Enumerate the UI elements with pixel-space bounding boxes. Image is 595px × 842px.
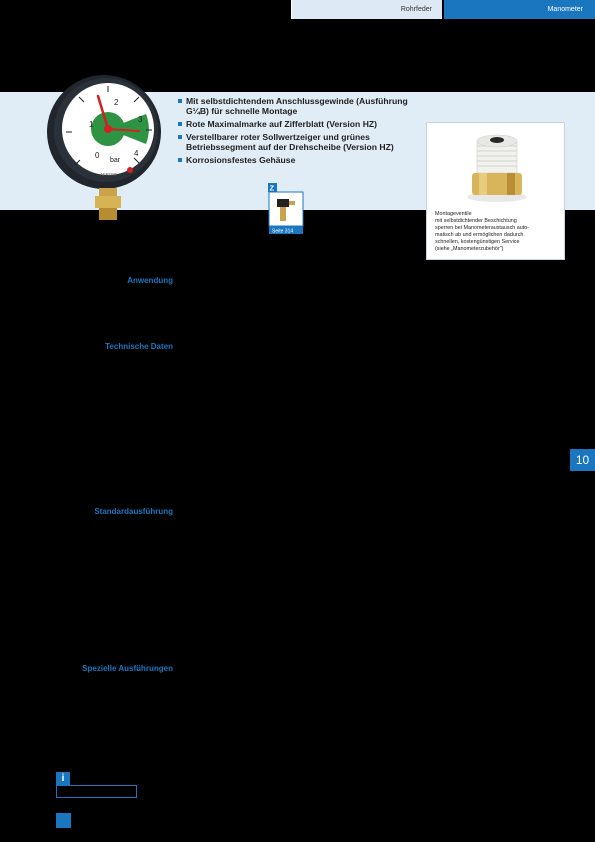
valve-shade xyxy=(507,173,515,195)
reference-label: Seite 314 xyxy=(272,228,294,235)
section-heading-special-versions: Spezielle Ausführungen xyxy=(82,664,173,673)
feature-item xyxy=(178,119,428,129)
tab-manometer-label: Manometer xyxy=(547,6,583,13)
section-heading-technical-data: Technische Daten xyxy=(105,342,173,351)
valve-highlight xyxy=(479,173,487,195)
valve-image xyxy=(427,123,564,209)
valve-stem-icon xyxy=(280,207,286,221)
bullet-square-icon xyxy=(178,135,182,139)
gauge-label-1: 1 xyxy=(89,120,94,129)
bullet-square-icon xyxy=(178,158,182,162)
caption-line: (siehe „Manometerzubehör") xyxy=(435,246,504,253)
chapter-number: 10 xyxy=(575,453,590,467)
pressure-gauge-image xyxy=(42,72,168,222)
gauge-hex-nut xyxy=(95,196,121,208)
valve-handle-icon xyxy=(289,201,295,205)
gauge-label-4: 4 xyxy=(134,149,139,158)
feature-text: Verstellbarer roter Sollwertzeiger und grünes Betriebssegment auf der Drehscheibe (Version HZ) xyxy=(186,132,394,153)
page-reference-link[interactable] xyxy=(268,183,304,235)
caption-line: matisch ab und ermöglichen dadurch xyxy=(435,232,524,239)
gauge-brand: AFRISO xyxy=(100,172,117,177)
feature-list xyxy=(178,96,428,168)
gauge-label-0: 0 xyxy=(95,151,100,160)
gauge-thread xyxy=(99,208,117,220)
feature-item xyxy=(178,155,428,165)
section-heading-standard-version: Standardausführung xyxy=(94,507,173,516)
tab-manometer[interactable] xyxy=(444,0,595,19)
feature-item xyxy=(178,96,428,117)
feature-item xyxy=(178,132,428,153)
valve-opening xyxy=(490,137,504,143)
gauge-max-mark xyxy=(127,167,133,173)
caption-line: Montageventile xyxy=(435,211,472,217)
footer-square-marker xyxy=(56,813,71,828)
gauge-neck xyxy=(99,188,117,196)
info-icon: i xyxy=(56,772,70,785)
valve-product-card xyxy=(426,122,565,260)
gauge-label-2: 2 xyxy=(114,98,119,107)
feature-text: Rote Maximalmarke auf Zifferblatt (Version HZ) xyxy=(186,119,378,130)
reference-badge-letter: Z xyxy=(269,183,275,193)
tab-rohrfeder-label: Rohrfeder xyxy=(400,6,432,13)
info-box xyxy=(56,785,137,798)
bullet-square-icon xyxy=(178,122,182,126)
caption-line: sperren bei Manometeraustausch auto- xyxy=(435,225,530,232)
tab-rohrfeder[interactable] xyxy=(291,0,442,19)
gauge-label-3: 3 xyxy=(138,115,143,124)
bullet-square-icon xyxy=(178,99,182,103)
section-heading-application: Anwendung xyxy=(127,276,173,285)
valve-body-icon xyxy=(277,199,289,207)
caption-line: schnellen, kostengünstigen Service xyxy=(435,239,520,246)
feature-text: Korrosionsfestes Gehäuse xyxy=(186,155,296,166)
chapter-number-tab[interactable] xyxy=(570,449,595,471)
feature-text: Mit selbstdichtendem Anschlussgewinde (Ausführung G¼B) für schnelle Montage xyxy=(186,96,408,117)
valve-caption xyxy=(435,211,563,254)
gauge-hub xyxy=(104,125,112,133)
caption-line: mit selbstdichtender Beschichtung xyxy=(435,218,517,225)
gauge-unit: bar xyxy=(110,157,121,164)
